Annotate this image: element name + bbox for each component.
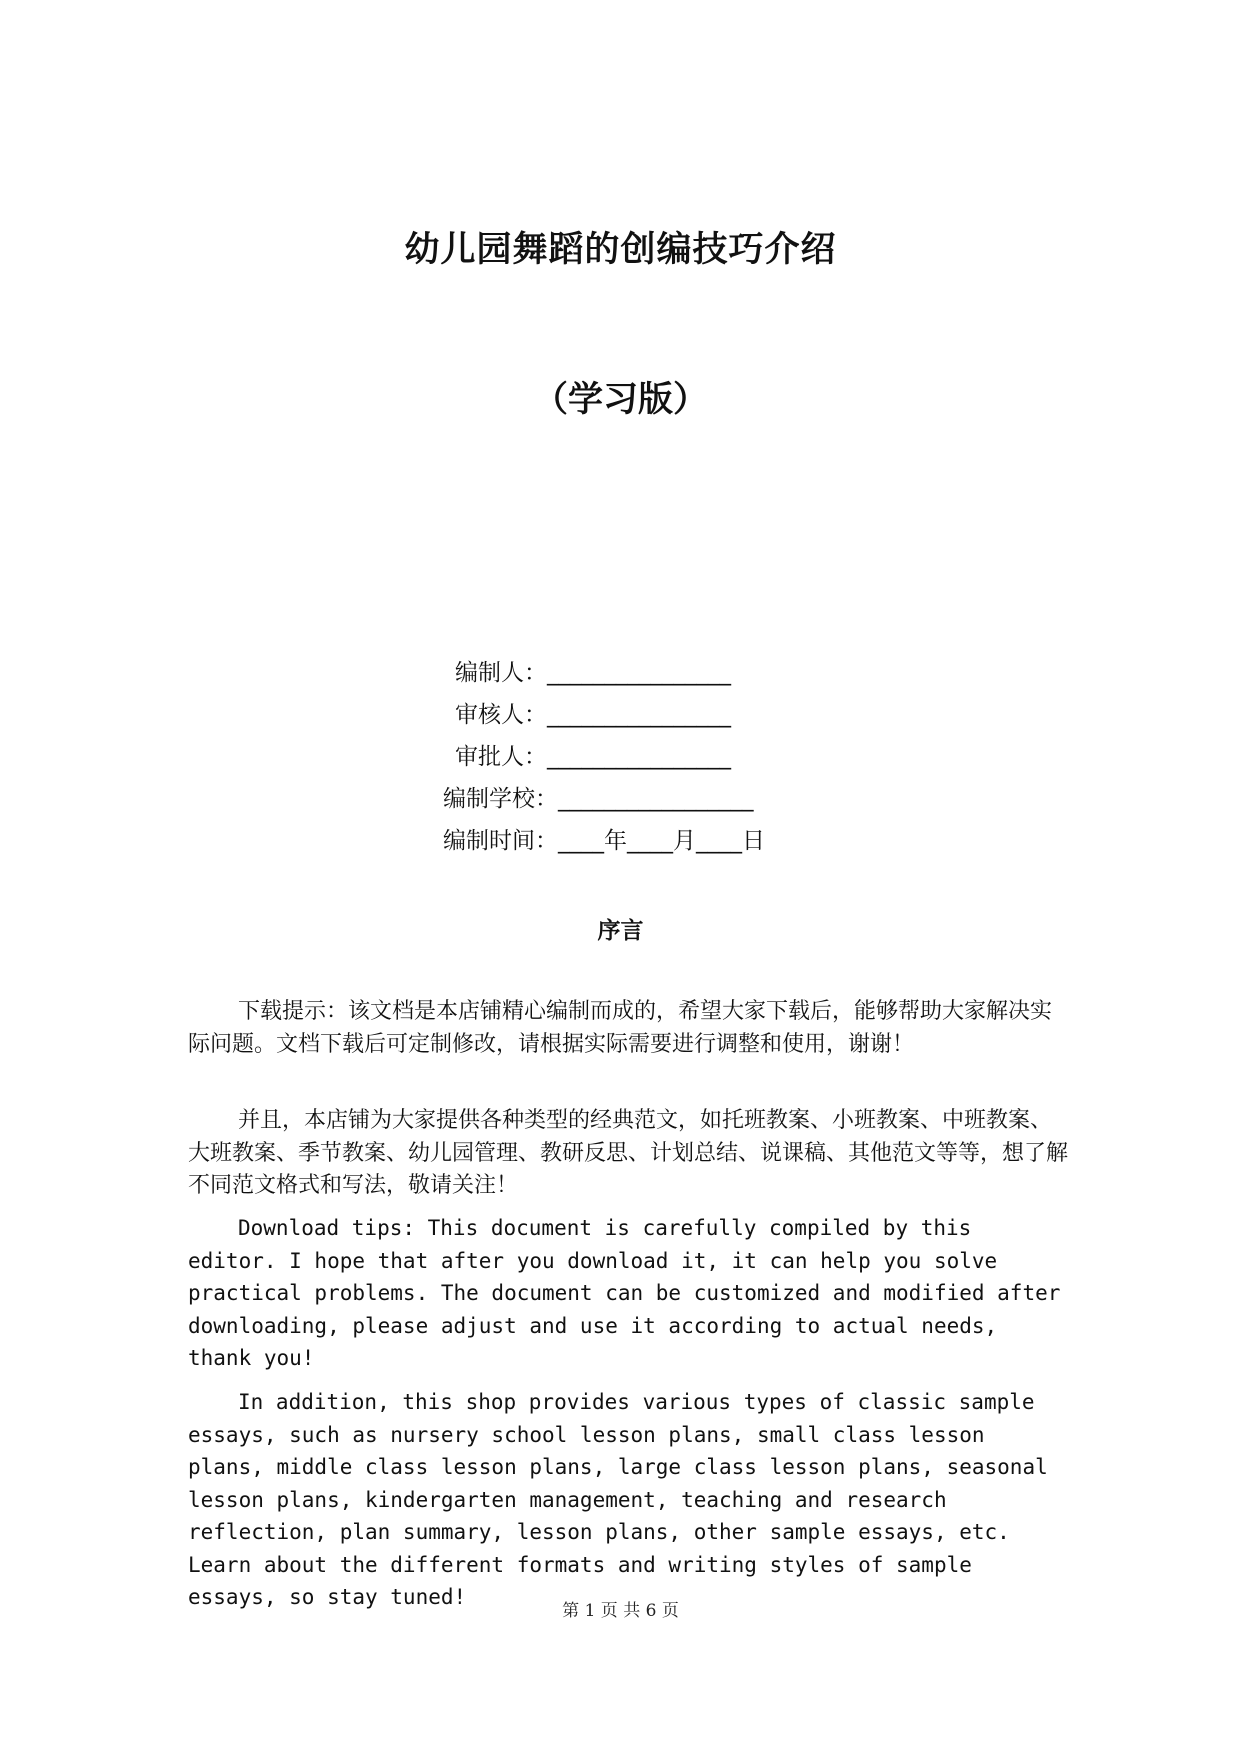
paragraph-download-tip-en: Download tips: This document is carefully compiled by this editor. I hope that after you download it, it can help you solve practical problems. The document can be customized and modified after downloading, please adjust and use it according to actual needs, thank you! bbox=[188, 1216, 1061, 1370]
info-row-school bbox=[443, 784, 754, 814]
info-label: 审批人： bbox=[455, 744, 547, 770]
paragraph-shop-intro-cn: 并且，本店铺为大家提供各种类型的经典范文，如托班教案、小班教案、中班教案、大班教案、季节教案、幼儿园管理、教研反思、计划总结、说课稿、其他范文等等，想了解不同范文格式和写法，敬请关注！ bbox=[188, 1108, 1069, 1198]
info-row-date bbox=[443, 826, 765, 856]
page-number-footer: 第 1 页 共 6 页 bbox=[562, 1601, 679, 1621]
info-blank: ____年____月____日 bbox=[558, 828, 765, 854]
info-row-approver bbox=[455, 742, 731, 772]
info-label: 审核人： bbox=[455, 702, 547, 728]
document-title: 幼儿园舞蹈的创编技巧介绍 bbox=[404, 229, 837, 270]
info-label: 编制时间： bbox=[443, 828, 558, 854]
info-blank: _________________ bbox=[558, 786, 754, 812]
preface-heading: 序言 bbox=[597, 918, 644, 944]
info-blank: ________________ bbox=[547, 660, 731, 686]
info-blank: ________________ bbox=[547, 744, 731, 770]
info-label: 编制人： bbox=[455, 660, 547, 686]
info-row-compiler bbox=[455, 658, 731, 688]
paragraph-download-tip-cn: 下载提示：该文档是本店铺精心编制而成的，希望大家下载后，能够帮助大家解决实际问题。文档下载后可定制修改，请根据实际需要进行调整和使用，谢谢！ bbox=[188, 999, 1053, 1057]
info-row-reviewer bbox=[455, 700, 731, 730]
info-blank: ________________ bbox=[547, 702, 731, 728]
document-subtitle: （学习版） bbox=[532, 379, 708, 420]
paragraph-shop-intro-en: In addition, this shop provides various types of classic sample essays, such as nursery school lesson plans, small class lesson plans, middle class lesson plans, large class lesson plans, seasonal lesson plans, kindergarten management, teaching and research reflection, plan summary, lesson plans, other sample essays, etc. Learn about the different formats and writing styles of sample essays, so stay tuned! bbox=[188, 1390, 1048, 1609]
info-label: 编制学校： bbox=[443, 786, 558, 812]
